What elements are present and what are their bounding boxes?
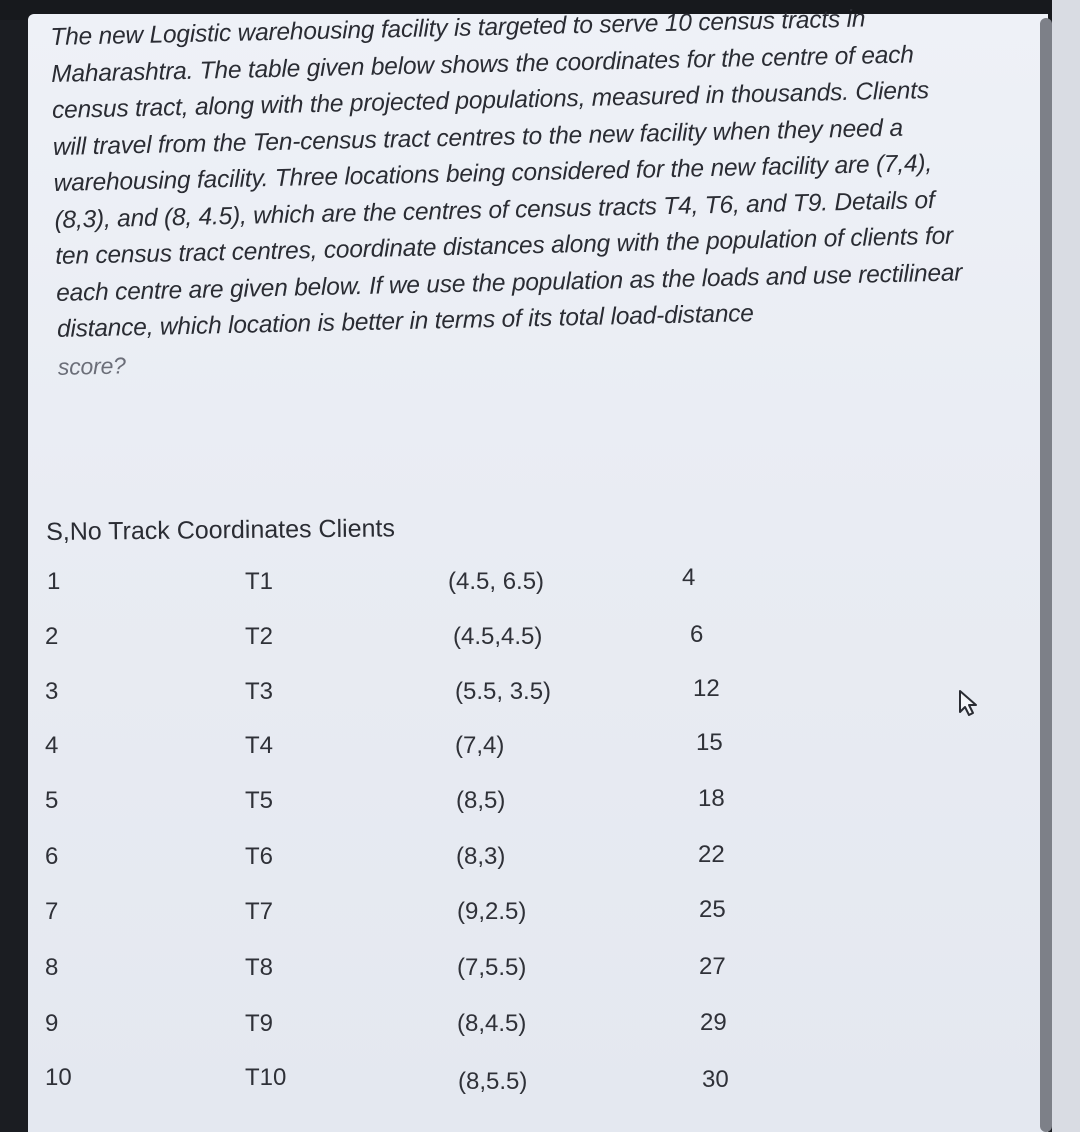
question-line: ten census tract centres, coordinate distances along with the population of clients for: [55, 222, 954, 270]
track-cell: T9: [245, 1010, 274, 1037]
coords-cell: (8,5.5): [458, 1068, 528, 1095]
track-cell: T7: [245, 898, 274, 925]
table-row: [0, 1064, 1040, 1104]
table-row: [0, 1010, 1040, 1050]
sno-cell: 10: [45, 1064, 72, 1091]
track-cell: T4: [245, 732, 274, 759]
track-cell: T8: [245, 954, 274, 981]
question-line: census tract, along with the projected populations, measured in thousands. Clients: [51, 77, 930, 124]
mouse-pointer-icon: [955, 688, 985, 718]
track-cell: T5: [245, 787, 274, 814]
coords-cell: (5.5, 3.5): [455, 678, 552, 705]
track-cell: T10: [245, 1064, 287, 1091]
coords-cell: (8,4.5): [457, 1010, 527, 1037]
table-row: [0, 954, 1040, 994]
clients-cell: 12: [693, 675, 720, 702]
clients-cell: 4: [682, 564, 696, 591]
sno-cell: 7: [45, 898, 59, 925]
clients-cell: 18: [698, 785, 725, 812]
coords-cell: (7,4): [455, 732, 505, 759]
table-row: [0, 623, 1040, 663]
sno-cell: 5: [45, 787, 59, 814]
clients-cell: 15: [696, 729, 723, 756]
question-line-score: score?: [57, 351, 126, 380]
table-row: [0, 564, 1040, 608]
sno-cell: 8: [45, 954, 59, 981]
clients-cell: 29: [700, 1009, 727, 1036]
clients-cell: 25: [699, 896, 726, 923]
sno-cell: 1: [47, 568, 61, 595]
sno-cell: 6: [45, 843, 59, 870]
coords-cell: (4.5,4.5): [453, 623, 543, 650]
clients-cell: 6: [690, 621, 704, 648]
track-cell: T2: [245, 623, 274, 650]
table-row: [0, 898, 1040, 938]
question-line: Maharashtra. The table given below shows the coordinates for the centre of each: [50, 40, 914, 88]
clients-cell: 27: [699, 953, 726, 980]
table-header: S,No Track Coordinates Clients: [46, 514, 396, 546]
question-line: each centre are given below. If we use the population as the loads and use rectilinear: [55, 258, 963, 307]
window-edge: [1052, 0, 1080, 1132]
table-row: [0, 787, 1040, 827]
coords-cell: (7,5.5): [457, 954, 527, 981]
coords-cell: (8,5): [456, 787, 506, 814]
sno-cell: 4: [45, 732, 59, 759]
sno-cell: 3: [45, 678, 59, 705]
question-line: will travel from the Ten-census tract centres to the new facility when they need a: [52, 114, 904, 161]
question-line: (8,3), and (8, 4.5), which are the centres of census tracts T4, T6, and T9. Details of: [54, 186, 935, 234]
track-cell: T6: [245, 843, 274, 870]
sno-cell: 2: [45, 623, 59, 650]
question-text: [50, 0, 1043, 385]
track-cell: T3: [245, 678, 274, 705]
vertical-scrollbar[interactable]: [1040, 18, 1052, 1132]
question-line: The new Logistic warehousing facility is targeted to serve 10 census tracts in: [50, 5, 866, 51]
question-line: warehousing facility. Three locations being considered for the new facility are (7,4),: [53, 150, 933, 197]
coords-cell: (9,2.5): [457, 898, 527, 925]
table-row: [0, 675, 1040, 718]
sno-cell: 9: [45, 1010, 59, 1037]
coords-cell: (4.5, 6.5): [448, 568, 545, 595]
coords-cell: (8,3): [456, 843, 506, 870]
track-cell: T1: [245, 568, 274, 595]
question-line: distance, which location is better in terms of its total load-distance: [56, 300, 755, 343]
table-row: [0, 729, 1040, 772]
clients-cell: 30: [702, 1066, 729, 1093]
clients-cell: 22: [698, 841, 725, 868]
table-row: [0, 843, 1040, 883]
